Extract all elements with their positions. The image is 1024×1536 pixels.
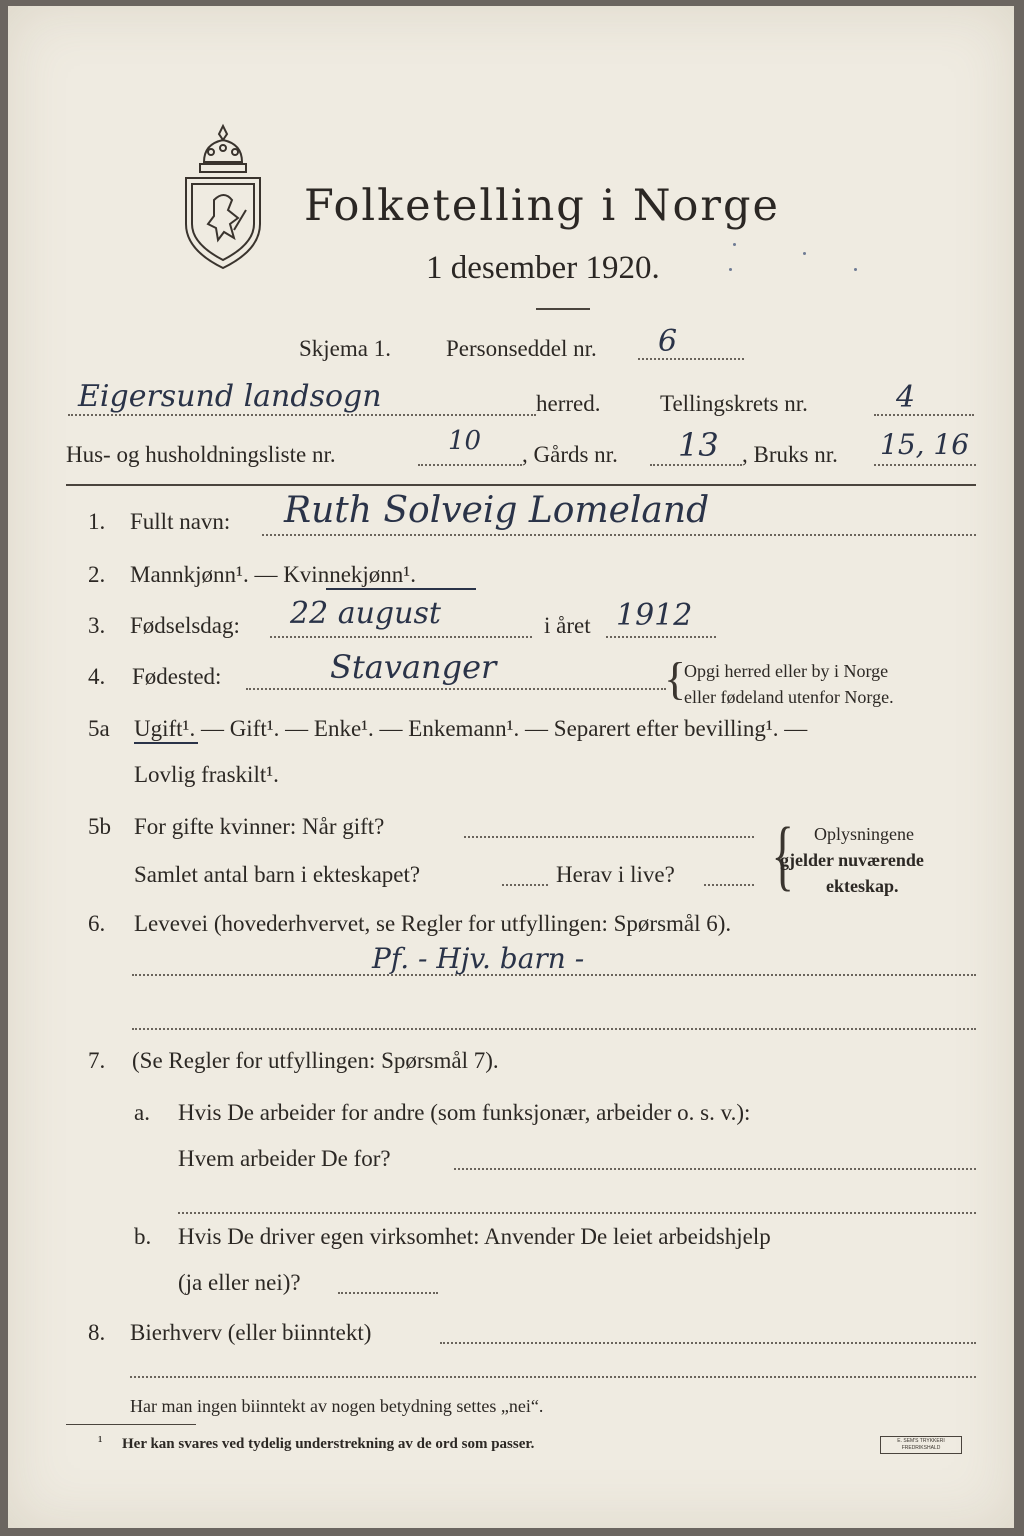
q7-number: 7. [88, 1048, 106, 1073]
gards-line [650, 464, 742, 466]
q6-line-2 [132, 1028, 976, 1030]
q2-options: Mannkjønn¹. — Kvinnekjønn¹. [130, 562, 416, 587]
q5b-married-label: For gifte kvinner: Når gift? [134, 814, 385, 839]
tellingskrets-value: 4 [896, 380, 916, 415]
q7b-label: Hvis De driver egen virksomhet: Anvender De leiet arbeidshjelp [178, 1224, 771, 1249]
q7a-line-1 [454, 1168, 976, 1170]
q5b-note-line3: ekteskap. [826, 876, 899, 896]
q2-number: 2. [88, 562, 106, 587]
gards-value: 13 [678, 426, 719, 464]
q2-underline-mark [326, 588, 476, 590]
tellingskrets-label: Tellingskrets nr. [660, 391, 808, 416]
q1-value: Ruth Solveig Lomeland [284, 490, 710, 531]
q5b-number: 5b [88, 814, 111, 839]
skjema-label: Skjema 1. [299, 336, 391, 361]
q5a-options: Ugift¹. — Gift¹. — Enke¹. — Enkemann¹. — Separert efter bevilling¹. — [134, 716, 808, 741]
q3-number: 3. [88, 613, 106, 638]
q1-line [262, 534, 976, 536]
q4-number: 4. [88, 664, 106, 689]
q3-line [270, 636, 532, 638]
q3-year-line [606, 636, 716, 638]
q4-line [246, 688, 666, 690]
personseddel-label: Personseddel nr. [446, 336, 597, 361]
bruks-line [874, 464, 976, 466]
personseddel-line [638, 358, 744, 360]
title-divider [536, 308, 590, 310]
herred-label: herred. [536, 391, 601, 416]
q8-label: Bierhverv (eller biinntekt) [130, 1320, 372, 1345]
q1-label: Fullt navn: [130, 509, 231, 534]
q7-label: (Se Regler for utfyllingen: Spørsmål 7). [132, 1048, 499, 1073]
husholdningsliste-label: Hus- og husholdningsliste nr. [66, 442, 336, 467]
q5a-options-line2: Lovlig fraskilt¹. [134, 762, 279, 787]
page-title: Folketelling i Norge [304, 181, 780, 231]
herred-value: Eigersund landsogn [78, 379, 382, 414]
q5b-brace: { [771, 811, 794, 898]
q4-note-line2: eller fødeland utenfor Norge. [684, 687, 894, 707]
footnote-divider [66, 1424, 196, 1425]
bruks-value: 15, 16 [880, 428, 970, 461]
bruks-label: , Bruks nr. [742, 442, 838, 467]
husholdningsliste-value: 10 [448, 426, 482, 456]
q3-year-label: i året [544, 613, 591, 638]
footnote-text: Her kan svares ved tydelig understrekning av de ord som passer. [122, 1436, 535, 1452]
q4-brace: { [664, 653, 687, 704]
q5b-note-line1: Oplysningene [814, 824, 914, 844]
q5a-underline-mark [134, 742, 198, 744]
q6-value: Pf. - Hjv. barn - [372, 942, 585, 975]
q7b-number: b. [134, 1224, 152, 1249]
q5b-alive-label: Herav i live? [556, 862, 675, 887]
gards-label: , Gårds nr. [522, 442, 618, 467]
q4-value: Stavanger [330, 648, 497, 686]
q5b-children-line [502, 884, 548, 886]
q4-note-line1: Opgi herred eller by i Norge [684, 661, 889, 681]
q5b-alive-line [704, 884, 754, 886]
q8-line-1 [440, 1342, 976, 1344]
q6-label: Levevei (hovederhvervet, se Regler for utfyllingen: Spørsmål 6). [134, 911, 732, 936]
nei-instruction: Har man ingen biinntekt av nogen betydning settes „nei“. [130, 1396, 544, 1416]
q7a-line-2 [178, 1212, 976, 1214]
q5b-note-line2: gjelder nuværende [780, 850, 924, 870]
q5b-married-line [464, 836, 754, 838]
q8-number: 8. [88, 1320, 106, 1345]
q7a-label: Hvis De arbeider for andre (som funksjonær, arbeider o. s. v.): [178, 1100, 751, 1125]
q5b-children-label: Samlet antal barn i ekteskapet? [134, 862, 421, 887]
q5a-number: 5a [88, 716, 110, 741]
tellingskrets-line [874, 414, 974, 416]
q4-label: Fødested: [132, 664, 222, 689]
q3-year-value: 1912 [616, 598, 693, 633]
coat-of-arms-icon [176, 122, 270, 270]
herred-line [68, 414, 536, 416]
printer-stamp: E. SEM'S TRYKKERI FREDRIKSHALD [880, 1436, 962, 1454]
personseddel-value: 6 [658, 324, 678, 359]
q8-line-2 [130, 1376, 976, 1378]
census-date: 1 desember 1920. [426, 250, 660, 286]
q3-label: Fødselsdag: [130, 613, 240, 638]
q7a-number: a. [134, 1100, 150, 1125]
husholdningsliste-line [418, 464, 522, 466]
q7a-question: Hvem arbeider De for? [178, 1146, 391, 1171]
q7b-line [338, 1292, 438, 1294]
header-divider [66, 484, 976, 486]
q7b-question: (ja eller nei)? [178, 1270, 301, 1295]
census-form [8, 6, 1014, 1528]
q1-number: 1. [88, 509, 106, 534]
q3-value: 22 august [290, 596, 441, 631]
footnote-mark: ¹ [98, 1434, 103, 1450]
q6-number: 6. [88, 911, 106, 936]
